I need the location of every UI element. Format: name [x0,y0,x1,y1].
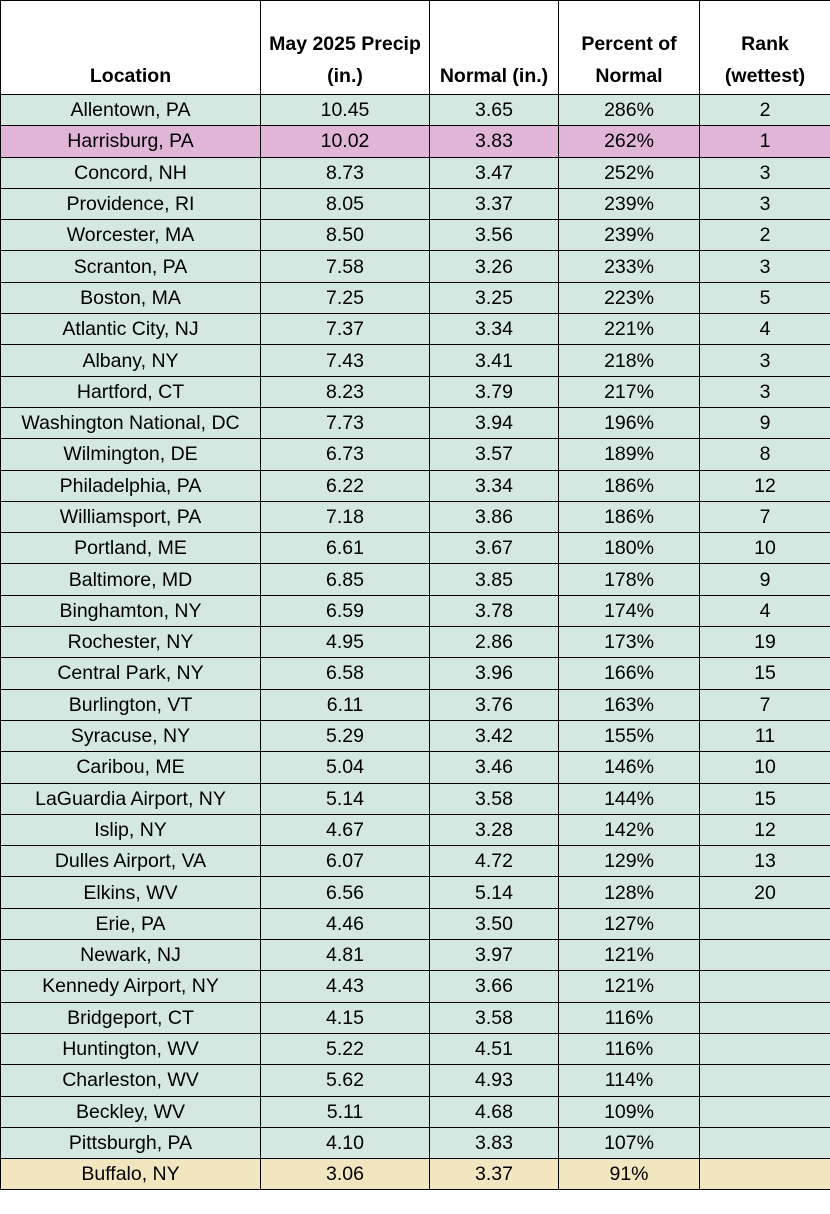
cell-percent: 155% [559,720,700,751]
cell-percent: 286% [559,95,700,126]
cell-precip: 6.58 [261,658,430,689]
cell-normal: 3.78 [430,595,559,626]
cell-location: Portland, ME [1,533,261,564]
cell-rank: 9 [700,407,830,438]
cell-normal: 3.25 [430,282,559,313]
cell-rank: 3 [700,376,830,407]
cell-percent: 163% [559,689,700,720]
table-row [1,314,830,345]
cell-location: Erie, PA [1,908,261,939]
cell-location: Dulles Airport, VA [1,846,261,877]
cell-normal: 3.34 [430,314,559,345]
cell-precip: 7.73 [261,407,430,438]
cell-rank: 3 [700,157,830,188]
cell-location: Newark, NJ [1,940,261,971]
table-row [1,595,830,626]
cell-rank [700,1159,830,1190]
cell-normal: 3.79 [430,376,559,407]
cell-percent: 127% [559,908,700,939]
cell-percent: 252% [559,157,700,188]
cell-rank: 7 [700,689,830,720]
cell-normal: 3.41 [430,345,559,376]
cell-rank [700,1127,830,1158]
cell-rank: 3 [700,251,830,282]
cell-normal: 5.14 [430,877,559,908]
cell-rank: 7 [700,501,830,532]
cell-precip: 6.22 [261,470,430,501]
cell-percent: 166% [559,658,700,689]
cell-percent: 128% [559,877,700,908]
cell-precip: 8.73 [261,157,430,188]
table-row [1,658,830,689]
table-row [1,1159,830,1190]
cell-percent: 174% [559,595,700,626]
table-row [1,470,830,501]
cell-precip: 7.58 [261,251,430,282]
cell-precip: 7.18 [261,501,430,532]
table-row [1,282,830,313]
header-row [1,1,830,95]
cell-precip: 5.11 [261,1096,430,1127]
cell-location: Philadelphia, PA [1,470,261,501]
cell-rank [700,940,830,971]
cell-location: Huntington, WV [1,1033,261,1064]
table-body [1,95,830,1190]
table-row [1,345,830,376]
cell-percent: 116% [559,1002,700,1033]
cell-normal: 4.93 [430,1065,559,1096]
cell-rank: 20 [700,877,830,908]
table-row [1,501,830,532]
table-row [1,157,830,188]
cell-percent: 144% [559,783,700,814]
cell-normal: 3.58 [430,1002,559,1033]
table-row [1,908,830,939]
cell-normal: 3.83 [430,126,559,157]
cell-location: Baltimore, MD [1,564,261,595]
table-row [1,533,830,564]
cell-rank [700,908,830,939]
cell-precip: 4.95 [261,627,430,658]
cell-percent: 196% [559,407,700,438]
cell-percent: 218% [559,345,700,376]
cell-rank: 15 [700,658,830,689]
cell-percent: 146% [559,752,700,783]
cell-percent: 189% [559,439,700,470]
cell-rank: 15 [700,783,830,814]
cell-normal: 3.37 [430,188,559,219]
table-row [1,783,830,814]
cell-normal: 3.86 [430,501,559,532]
table-row [1,126,830,157]
cell-rank: 12 [700,814,830,845]
cell-normal: 3.66 [430,971,559,1002]
cell-location: Providence, RI [1,188,261,219]
table-row [1,689,830,720]
cell-location: Hartford, CT [1,376,261,407]
cell-percent: 186% [559,501,700,532]
cell-rank [700,1002,830,1033]
cell-precip: 8.23 [261,376,430,407]
cell-normal: 3.46 [430,752,559,783]
header-percent: Percent of Normal [559,1,700,95]
cell-rank: 1 [700,126,830,157]
cell-rank: 3 [700,188,830,219]
table-row [1,1002,830,1033]
cell-location: Washington National, DC [1,407,261,438]
cell-location: Boston, MA [1,282,261,313]
cell-normal: 4.72 [430,846,559,877]
cell-rank: 2 [700,95,830,126]
cell-location: Albany, NY [1,345,261,376]
cell-rank: 11 [700,720,830,751]
cell-location: Binghamton, NY [1,595,261,626]
cell-location: Kennedy Airport, NY [1,971,261,1002]
cell-location: Islip, NY [1,814,261,845]
cell-location: Syracuse, NY [1,720,261,751]
table-row [1,1033,830,1064]
cell-rank: 12 [700,470,830,501]
cell-rank [700,1065,830,1096]
cell-location: Beckley, WV [1,1096,261,1127]
table-row [1,220,830,251]
cell-precip: 7.43 [261,345,430,376]
cell-rank: 19 [700,627,830,658]
cell-location: Central Park, NY [1,658,261,689]
cell-location: Wilmington, DE [1,439,261,470]
cell-location: Scranton, PA [1,251,261,282]
cell-normal: 3.67 [430,533,559,564]
cell-normal: 3.94 [430,407,559,438]
cell-percent: 178% [559,564,700,595]
cell-normal: 3.56 [430,220,559,251]
cell-location: Worcester, MA [1,220,261,251]
header-location: Location [1,1,261,95]
cell-precip: 10.02 [261,126,430,157]
cell-rank: 4 [700,595,830,626]
header-rank: Rank (wettest) [700,1,830,95]
cell-rank [700,1033,830,1064]
cell-normal: 3.28 [430,814,559,845]
cell-normal: 3.34 [430,470,559,501]
cell-location: Pittsburgh, PA [1,1127,261,1158]
cell-normal: 3.96 [430,658,559,689]
cell-percent: 107% [559,1127,700,1158]
header-normal: Normal (in.) [430,1,559,95]
cell-precip: 7.37 [261,314,430,345]
table-row [1,940,830,971]
cell-percent: 239% [559,188,700,219]
cell-location: Rochester, NY [1,627,261,658]
cell-location: Buffalo, NY [1,1159,261,1190]
cell-location: Atlantic City, NJ [1,314,261,345]
cell-normal: 3.65 [430,95,559,126]
table-row [1,95,830,126]
cell-percent: 233% [559,251,700,282]
cell-precip: 4.10 [261,1127,430,1158]
cell-precip: 6.11 [261,689,430,720]
cell-precip: 4.81 [261,940,430,971]
table-row [1,251,830,282]
cell-rank [700,971,830,1002]
cell-rank: 5 [700,282,830,313]
cell-normal: 3.50 [430,908,559,939]
table-row [1,407,830,438]
cell-location: Williamsport, PA [1,501,261,532]
cell-percent: 142% [559,814,700,845]
cell-percent: 223% [559,282,700,313]
cell-location: Allentown, PA [1,95,261,126]
cell-precip: 6.07 [261,846,430,877]
table-row [1,376,830,407]
cell-precip: 5.04 [261,752,430,783]
cell-percent: 221% [559,314,700,345]
table-row [1,1096,830,1127]
cell-normal: 4.68 [430,1096,559,1127]
cell-rank: 10 [700,533,830,564]
cell-normal: 4.51 [430,1033,559,1064]
cell-precip: 5.14 [261,783,430,814]
table-row [1,1065,830,1096]
cell-rank: 3 [700,345,830,376]
table-row [1,720,830,751]
cell-normal: 3.85 [430,564,559,595]
cell-percent: 116% [559,1033,700,1064]
cell-rank: 13 [700,846,830,877]
cell-location: Bridgeport, CT [1,1002,261,1033]
cell-percent: 173% [559,627,700,658]
cell-normal: 3.76 [430,689,559,720]
table-row [1,1127,830,1158]
cell-precip: 5.29 [261,720,430,751]
cell-location: Elkins, WV [1,877,261,908]
cell-precip: 5.62 [261,1065,430,1096]
cell-location: Caribou, ME [1,752,261,783]
cell-percent: 121% [559,940,700,971]
cell-rank: 10 [700,752,830,783]
cell-rank: 4 [700,314,830,345]
cell-percent: 91% [559,1159,700,1190]
cell-precip: 5.22 [261,1033,430,1064]
cell-normal: 3.83 [430,1127,559,1158]
cell-location: LaGuardia Airport, NY [1,783,261,814]
cell-percent: 217% [559,376,700,407]
cell-percent: 114% [559,1065,700,1096]
cell-percent: 180% [559,533,700,564]
cell-normal: 3.42 [430,720,559,751]
cell-location: Harrisburg, PA [1,126,261,157]
cell-percent: 239% [559,220,700,251]
cell-precip: 6.61 [261,533,430,564]
cell-normal: 3.37 [430,1159,559,1190]
header-precip: May 2025 Precip (in.) [261,1,430,95]
cell-rank: 2 [700,220,830,251]
table-row [1,627,830,658]
cell-percent: 109% [559,1096,700,1127]
table-row [1,877,830,908]
cell-precip: 6.85 [261,564,430,595]
cell-location: Burlington, VT [1,689,261,720]
cell-percent: 186% [559,470,700,501]
table-row [1,188,830,219]
table-row [1,752,830,783]
cell-normal: 3.97 [430,940,559,971]
cell-precip: 6.56 [261,877,430,908]
table-row [1,564,830,595]
cell-precip: 6.73 [261,439,430,470]
cell-precip: 4.15 [261,1002,430,1033]
table-row [1,971,830,1002]
cell-precip: 8.05 [261,188,430,219]
cell-percent: 121% [559,971,700,1002]
table-row [1,814,830,845]
cell-precip: 10.45 [261,95,430,126]
cell-precip: 4.43 [261,971,430,1002]
cell-precip: 4.67 [261,814,430,845]
cell-normal: 3.57 [430,439,559,470]
cell-precip: 3.06 [261,1159,430,1190]
cell-rank: 9 [700,564,830,595]
cell-location: Concord, NH [1,157,261,188]
cell-precip: 7.25 [261,282,430,313]
cell-normal: 2.86 [430,627,559,658]
cell-percent: 262% [559,126,700,157]
cell-precip: 6.59 [261,595,430,626]
table-row [1,439,830,470]
cell-rank [700,1096,830,1127]
cell-percent: 129% [559,846,700,877]
cell-normal: 3.26 [430,251,559,282]
table-row [1,846,830,877]
cell-location: Charleston, WV [1,1065,261,1096]
cell-normal: 3.58 [430,783,559,814]
cell-normal: 3.47 [430,157,559,188]
cell-precip: 4.46 [261,908,430,939]
cell-precip: 8.50 [261,220,430,251]
cell-rank: 8 [700,439,830,470]
